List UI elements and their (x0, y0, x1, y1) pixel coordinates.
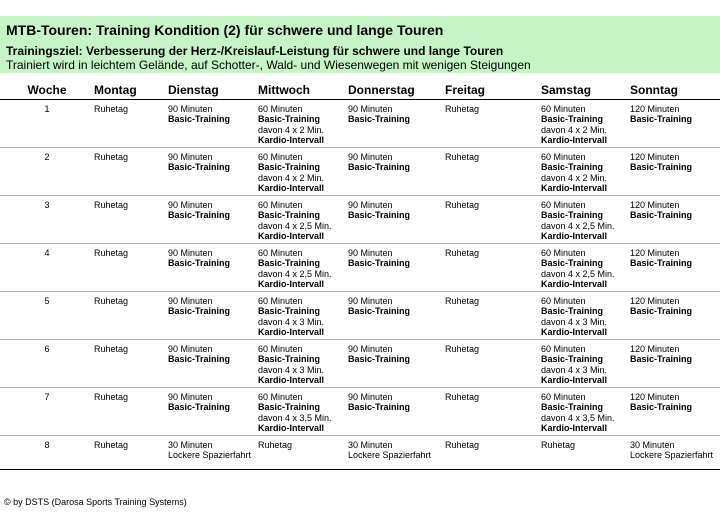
training-type-label: Basic-Training (168, 162, 231, 173)
training-type-label: Basic-Training (168, 114, 231, 125)
cell-samstag (541, 100, 630, 148)
cell-montag (94, 148, 168, 196)
header-banner (0, 16, 720, 73)
training-detail-label: davon 4 x 3,5 Min. (541, 412, 615, 423)
training-detail-label: Ruhetag (445, 248, 480, 258)
training-type-label: Basic-Training (168, 210, 231, 221)
training-type-label: Basic-Training (348, 114, 411, 125)
training-type-label: Basic-Training (541, 306, 604, 317)
training-detail-label: 90 Minuten (168, 200, 213, 210)
training-detail-label: Ruhetag (445, 104, 480, 114)
training-type-label: Basic-Training (630, 306, 693, 317)
training-detail-label: 60 Minuten (258, 104, 303, 114)
training-detail-label: 60 Minuten (541, 152, 586, 162)
table-row (0, 100, 720, 148)
training-type-label: Basic-Training (258, 354, 321, 365)
cell-dienstag (168, 292, 258, 340)
training-type-label: Basic-Training (258, 210, 321, 221)
training-type-label: Basic-Training (541, 114, 604, 125)
cell-sonntag (630, 292, 720, 340)
training-type-label: Kardio-Intervall (258, 135, 325, 146)
training-type-label: Basic-Training (630, 258, 693, 269)
training-type-label: Basic-Training (258, 114, 321, 125)
training-detail-label: Ruhetag (445, 344, 480, 354)
training-detail-label: davon 4 x 2 Min. (541, 172, 608, 183)
cell-samstag (541, 148, 630, 196)
cell-mittwoch (258, 340, 348, 388)
training-detail-label: 30 Minuten (630, 440, 675, 450)
training-type-label: Basic-Training (541, 162, 604, 173)
training-detail-label: 60 Minuten (258, 392, 303, 402)
copyright-footer: © by DSTS (Darosa Sports Training Systems) (4, 497, 187, 507)
training-detail-label: davon 4 x 2 Min. (258, 124, 325, 135)
training-detail-label: Ruhetag (94, 440, 129, 450)
training-detail-label: davon 4 x 3 Min. (541, 316, 608, 327)
cell-dienstag (168, 100, 258, 148)
training-type-label: Kardio-Intervall (541, 231, 608, 242)
cell-freitag (445, 340, 541, 388)
cell-samstag (541, 436, 630, 470)
training-detail-label: Ruhetag (258, 440, 293, 450)
training-detail-label: Ruhetag (445, 152, 480, 162)
week-number: 4 (0, 244, 94, 292)
cell-dienstag (168, 340, 258, 388)
week-number: 7 (0, 388, 94, 436)
column-header-sonntag: Sonntag (630, 81, 720, 100)
column-header-woche: Woche (0, 81, 94, 100)
training-detail-label: 60 Minuten (541, 296, 586, 306)
cell-montag (94, 340, 168, 388)
training-detail-label: Ruhetag (445, 392, 480, 402)
cell-mittwoch (258, 244, 348, 292)
column-header-dienstag: Dienstag (168, 81, 258, 100)
table-header-row (0, 81, 720, 100)
training-detail-label: Ruhetag (94, 104, 129, 114)
cell-montag (94, 244, 168, 292)
cell-mittwoch (258, 148, 348, 196)
cell-donnerstag (348, 244, 445, 292)
training-type-label: Basic-Training (258, 258, 321, 269)
training-detail-label: Ruhetag (94, 200, 129, 210)
training-type-label: Basic-Training (168, 354, 231, 365)
column-header-donnerstag: Donnerstag (348, 81, 445, 100)
training-detail-label: davon 4 x 2,5 Min. (258, 220, 332, 231)
training-type-label: Kardio-Intervall (258, 279, 325, 290)
training-type-label: Kardio-Intervall (541, 375, 608, 386)
training-type-label: Basic-Training (348, 306, 411, 317)
training-detail-label: 60 Minuten (541, 344, 586, 354)
training-detail-label: 120 Minuten (630, 200, 680, 210)
cell-montag (94, 100, 168, 148)
table-row (0, 148, 720, 196)
cell-samstag (541, 196, 630, 244)
training-type-label: Kardio-Intervall (541, 327, 608, 338)
training-type-label: Basic-Training (348, 162, 411, 173)
training-detail-label: 90 Minuten (168, 296, 213, 306)
cell-sonntag (630, 100, 720, 148)
training-detail-label: 90 Minuten (348, 344, 393, 354)
cell-freitag (445, 196, 541, 244)
training-type-label: Basic-Training (168, 258, 231, 269)
training-type-label: Kardio-Intervall (541, 135, 608, 146)
training-goal: Trainingsziel: Verbesserung der Herz-/Kreislauf-Leistung für schwere und lange Touren (6, 44, 504, 58)
training-type-label: Kardio-Intervall (258, 423, 325, 434)
training-detail-label: 60 Minuten (258, 152, 303, 162)
training-detail-label: Lockere Spazierfahrt (630, 450, 714, 461)
training-type-label: Basic-Training (630, 210, 693, 221)
week-number: 6 (0, 340, 94, 388)
training-detail-label: 60 Minuten (541, 392, 586, 402)
table-row (0, 340, 720, 388)
training-detail-label: 120 Minuten (630, 344, 680, 354)
training-type-label: Kardio-Intervall (258, 231, 325, 242)
training-type-label: Basic-Training (258, 162, 321, 173)
table-row (0, 292, 720, 340)
training-detail-label: Lockere Spazierfahrt (168, 450, 252, 461)
training-detail-label: Ruhetag (445, 440, 480, 450)
table-row (0, 388, 720, 436)
cell-samstag (541, 292, 630, 340)
training-detail-label: 30 Minuten (348, 440, 393, 450)
training-type-label: Basic-Training (348, 210, 411, 221)
training-detail-label: Ruhetag (94, 344, 129, 354)
cell-mittwoch (258, 388, 348, 436)
training-detail-label: Ruhetag (94, 392, 129, 402)
training-type-label: Basic-Training (258, 306, 321, 317)
cell-sonntag (630, 244, 720, 292)
cell-dienstag (168, 196, 258, 244)
training-detail-label: 90 Minuten (168, 248, 213, 258)
cell-freitag (445, 292, 541, 340)
week-number: 1 (0, 100, 94, 148)
training-detail-label: davon 4 x 2,5 Min. (541, 268, 615, 279)
training-detail-label: 60 Minuten (258, 296, 303, 306)
cell-freitag (445, 244, 541, 292)
table-row (0, 436, 720, 470)
training-detail-label: 60 Minuten (541, 248, 586, 258)
training-type-label: Basic-Training (168, 306, 231, 317)
training-type-label: Kardio-Intervall (541, 423, 608, 434)
training-detail-label: 90 Minuten (348, 248, 393, 258)
training-type-label: Kardio-Intervall (258, 327, 325, 338)
training-detail-label: 60 Minuten (258, 248, 303, 258)
cell-donnerstag (348, 388, 445, 436)
training-detail-label: 90 Minuten (348, 200, 393, 210)
cell-donnerstag (348, 436, 445, 470)
training-detail-label: 120 Minuten (630, 392, 680, 402)
training-detail-label: 30 Minuten (168, 440, 213, 450)
cell-sonntag (630, 148, 720, 196)
cell-montag (94, 196, 168, 244)
cell-freitag (445, 100, 541, 148)
training-detail-label: 120 Minuten (630, 104, 680, 114)
column-header-mittwoch: Mittwoch (258, 81, 348, 100)
training-detail-label: 60 Minuten (258, 344, 303, 354)
cell-donnerstag (348, 292, 445, 340)
cell-samstag (541, 340, 630, 388)
training-detail-label: 90 Minuten (168, 104, 213, 114)
training-type-label: Basic-Training (630, 402, 693, 413)
training-detail-label: davon 4 x 3,5 Min. (258, 412, 332, 423)
training-type-label: Basic-Training (168, 402, 231, 413)
cell-freitag (445, 436, 541, 470)
cell-sonntag (630, 196, 720, 244)
cell-mittwoch (258, 292, 348, 340)
schedule-body (0, 100, 720, 470)
training-type-label: Kardio-Intervall (258, 183, 325, 194)
training-type-label: Basic-Training (258, 402, 321, 413)
training-detail-label: Ruhetag (94, 296, 129, 306)
cell-dienstag (168, 244, 258, 292)
week-number: 8 (0, 436, 94, 470)
training-detail-label: davon 4 x 2,5 Min. (541, 220, 615, 231)
training-detail-label: Ruhetag (94, 152, 129, 162)
training-detail-label: 90 Minuten (348, 152, 393, 162)
cell-donnerstag (348, 100, 445, 148)
cell-dienstag (168, 148, 258, 196)
week-number: 2 (0, 148, 94, 196)
column-header-freitag: Freitag (445, 81, 541, 100)
cell-montag (94, 436, 168, 470)
training-type-label: Basic-Training (348, 354, 411, 365)
column-header-samstag: Samstag (541, 81, 630, 100)
training-detail-label: davon 4 x 3 Min. (541, 364, 608, 375)
cell-sonntag (630, 340, 720, 388)
cell-mittwoch (258, 196, 348, 244)
training-detail-label: davon 4 x 2 Min. (258, 172, 325, 183)
cell-mittwoch (258, 100, 348, 148)
training-detail-label: 90 Minuten (168, 344, 213, 354)
training-detail-label: davon 4 x 2 Min. (541, 124, 608, 135)
table-row (0, 244, 720, 292)
training-detail-label: 60 Minuten (258, 200, 303, 210)
cell-dienstag (168, 388, 258, 436)
column-header-montag: Montag (94, 81, 168, 100)
training-detail-label: 90 Minuten (168, 392, 213, 402)
training-detail-label: 60 Minuten (541, 200, 586, 210)
cell-samstag (541, 244, 630, 292)
training-detail-label: 120 Minuten (630, 248, 680, 258)
cell-mittwoch (258, 436, 348, 470)
page-title: MTB-Touren: Training Kondition (2) für schwere und lange Touren (6, 22, 444, 38)
training-type-label: Basic-Training (541, 258, 604, 269)
cell-freitag (445, 148, 541, 196)
cell-samstag (541, 388, 630, 436)
training-detail-label: Ruhetag (94, 248, 129, 258)
training-detail-label: Ruhetag (445, 296, 480, 306)
cell-montag (94, 388, 168, 436)
cell-sonntag (630, 388, 720, 436)
training-type-label: Kardio-Intervall (541, 183, 608, 194)
training-detail-label: davon 4 x 3 Min. (258, 316, 325, 327)
cell-freitag (445, 388, 541, 436)
training-detail-label: 90 Minuten (348, 104, 393, 114)
training-description: Trainiert wird in leichtem Gelände, auf Schotter-, Wald- und Wiesenwegen mit wenigen Steigungen (6, 58, 531, 72)
cell-montag (94, 292, 168, 340)
training-detail-label: 90 Minuten (348, 392, 393, 402)
cell-donnerstag (348, 196, 445, 244)
training-detail-label: davon 4 x 3 Min. (258, 364, 325, 375)
cell-sonntag (630, 436, 720, 470)
training-type-label: Kardio-Intervall (541, 279, 608, 290)
training-type-label: Kardio-Intervall (258, 375, 325, 386)
training-schedule-table (0, 81, 720, 470)
training-detail-label: Ruhetag (445, 200, 480, 210)
training-detail-label: Ruhetag (541, 440, 576, 450)
training-detail-label: 90 Minuten (168, 152, 213, 162)
training-type-label: Basic-Training (541, 402, 604, 413)
training-type-label: Basic-Training (541, 354, 604, 365)
cell-donnerstag (348, 340, 445, 388)
training-detail-label: davon 4 x 2,5 Min. (258, 268, 332, 279)
training-type-label: Basic-Training (630, 162, 693, 173)
cell-donnerstag (348, 148, 445, 196)
training-detail-label: 90 Minuten (348, 296, 393, 306)
training-type-label: Basic-Training (630, 354, 693, 365)
table-row (0, 196, 720, 244)
week-number: 3 (0, 196, 94, 244)
training-detail-label: Lockere Spazierfahrt (348, 450, 432, 461)
training-detail-label: 120 Minuten (630, 296, 680, 306)
training-type-label: Basic-Training (348, 258, 411, 269)
training-detail-label: 120 Minuten (630, 152, 680, 162)
cell-dienstag (168, 436, 258, 470)
training-type-label: Basic-Training (348, 402, 411, 413)
week-number: 5 (0, 292, 94, 340)
training-type-label: Basic-Training (541, 210, 604, 221)
training-type-label: Basic-Training (630, 114, 693, 125)
training-detail-label: 60 Minuten (541, 104, 586, 114)
